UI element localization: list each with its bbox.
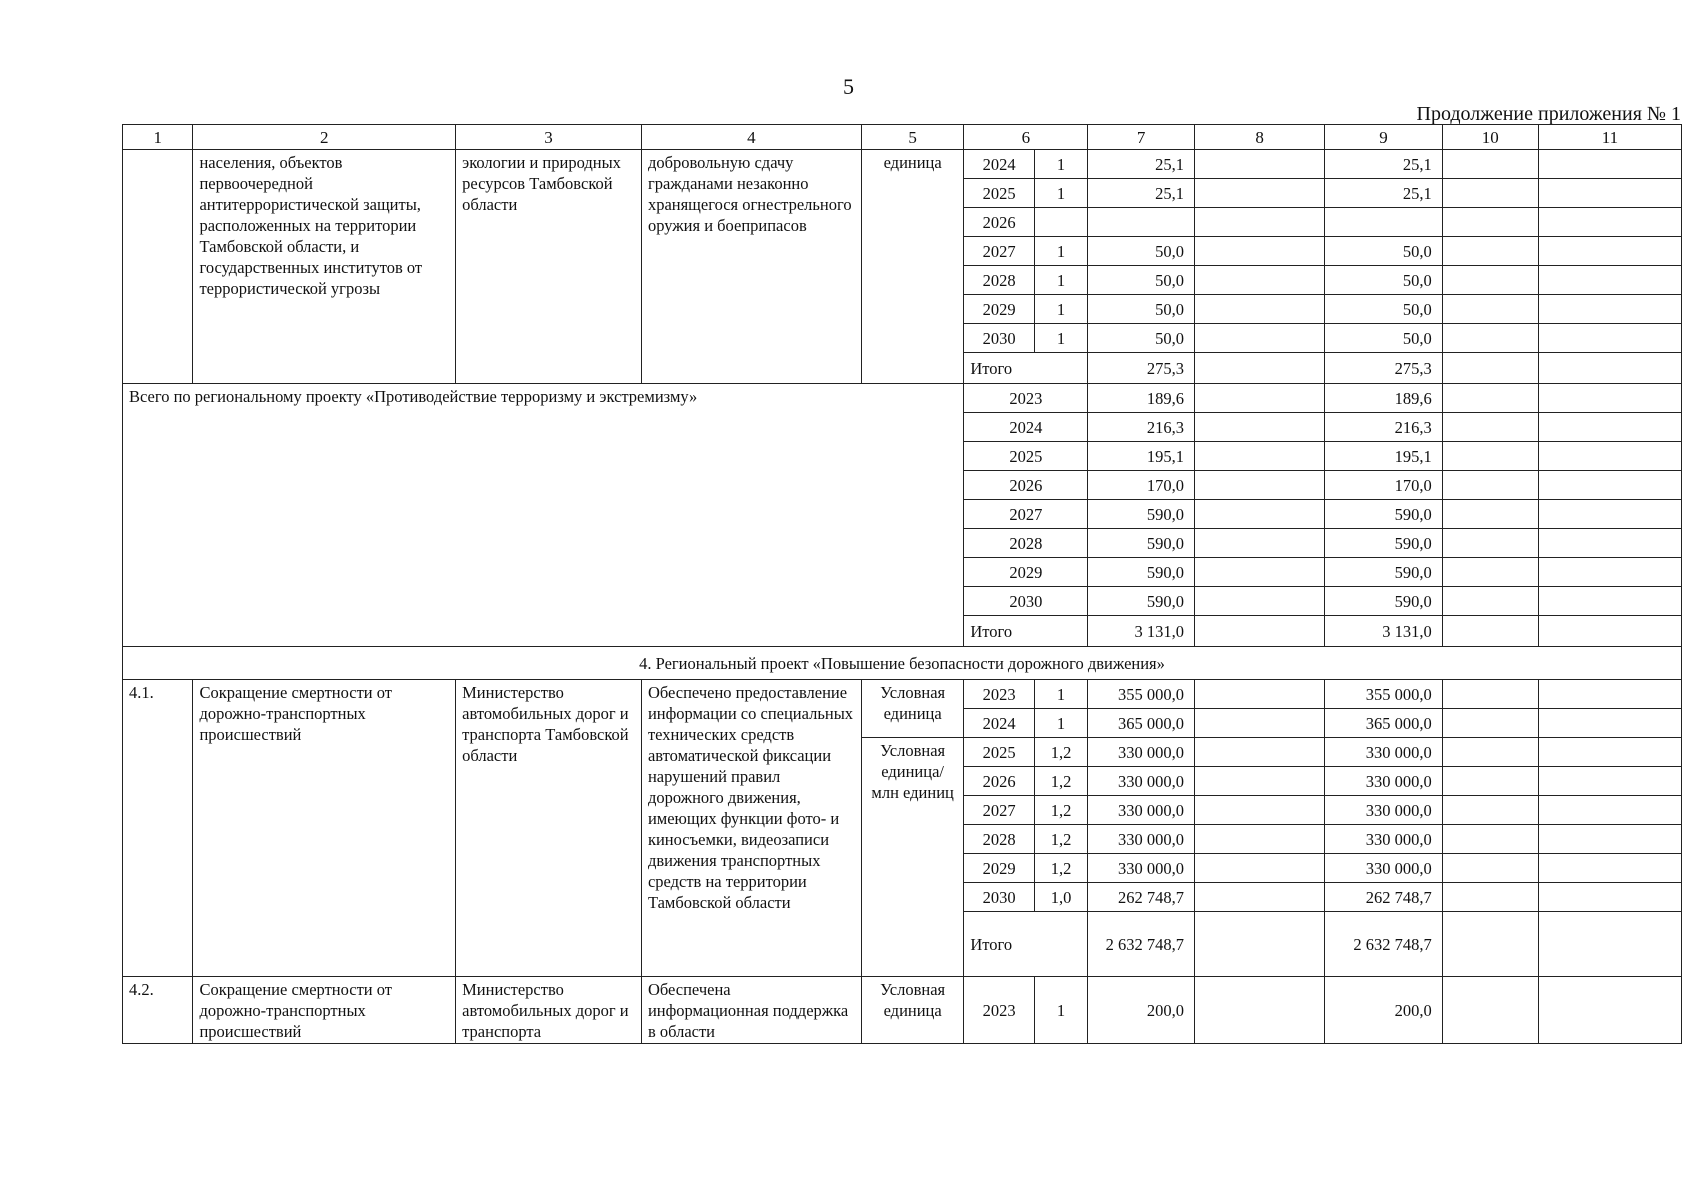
amount-col7-cell: 189,6: [1088, 384, 1195, 413]
col10-cell: [1442, 150, 1538, 179]
year-cell: 2026: [964, 208, 1034, 237]
amount-col8-cell: [1195, 442, 1325, 471]
column-header: 2: [193, 125, 456, 150]
amount-col8-cell: [1195, 883, 1325, 912]
col10-cell: [1442, 854, 1538, 883]
measure-goal-cell: Сокращение смертности от дорожно-транспортных происшествий: [193, 977, 456, 1044]
amount-col9-cell: 50,0: [1325, 324, 1442, 353]
col10-cell: [1442, 587, 1538, 616]
col11-cell: [1538, 558, 1681, 587]
col10-cell: [1442, 442, 1538, 471]
amount-col8-cell: [1195, 709, 1325, 738]
amount-col8-cell: [1195, 825, 1325, 854]
amount-col7-cell: 330 000,0: [1088, 738, 1195, 767]
measure-goal-cell: Сокращение смертности от дорожно-транспортных происшествий: [193, 680, 456, 977]
year-cell: 2024: [964, 413, 1088, 442]
responsible-executor-cell: Министерство автомобильных дорог и транспорта Тамбовской области: [456, 680, 642, 977]
amount-col9-cell: 355 000,0: [1325, 680, 1442, 709]
total-col7-cell: 275,3: [1088, 353, 1195, 384]
amount-col8-cell: [1195, 854, 1325, 883]
amount-col7-cell: 590,0: [1088, 587, 1195, 616]
column-header: 4: [641, 125, 861, 150]
year-cell: 2028: [964, 825, 1034, 854]
year-cell: 2027: [964, 796, 1034, 825]
amount-col8-cell: [1195, 500, 1325, 529]
column-header: 9: [1325, 125, 1442, 150]
amount-col9-cell: 330 000,0: [1325, 767, 1442, 796]
col11-cell: [1538, 977, 1681, 1044]
amount-col9-cell: 590,0: [1325, 500, 1442, 529]
quantity-cell: 1,2: [1034, 825, 1087, 854]
amount-col7-cell: 50,0: [1088, 324, 1195, 353]
amount-col9-cell: 200,0: [1325, 977, 1442, 1044]
amount-col8-cell: [1195, 977, 1325, 1044]
amount-col9-cell: 170,0: [1325, 471, 1442, 500]
amount-col7-cell: 330 000,0: [1088, 796, 1195, 825]
amount-col9-cell: [1325, 208, 1442, 237]
amount-col9-cell: 195,1: [1325, 442, 1442, 471]
amount-col8-cell: [1195, 680, 1325, 709]
quantity-cell: 1,0: [1034, 883, 1087, 912]
total-col9-cell: 2 632 748,7: [1325, 912, 1442, 977]
year-cell: 2028: [964, 529, 1088, 558]
col11-cell: [1538, 529, 1681, 558]
amount-col9-cell: 50,0: [1325, 295, 1442, 324]
col11-cell: [1538, 442, 1681, 471]
column-header: 10: [1442, 125, 1538, 150]
col11-cell: [1538, 237, 1681, 266]
amount-col8-cell: [1195, 295, 1325, 324]
amount-col7-cell: 200,0: [1088, 977, 1195, 1044]
col11-cell: [1538, 854, 1681, 883]
amount-col9-cell: 262 748,7: [1325, 883, 1442, 912]
table-row: [123, 977, 1682, 1044]
col10-cell: [1442, 796, 1538, 825]
amount-col9-cell: 330 000,0: [1325, 825, 1442, 854]
amount-col7-cell: 50,0: [1088, 237, 1195, 266]
year-cell: 2024: [964, 150, 1034, 179]
col11-cell: [1538, 709, 1681, 738]
table-row: [123, 680, 1682, 709]
col10-cell: [1442, 883, 1538, 912]
amount-col8-cell: [1195, 529, 1325, 558]
col11-cell: [1538, 208, 1681, 237]
col11-cell: [1538, 295, 1681, 324]
col10-cell: [1442, 266, 1538, 295]
quantity-cell: 1,2: [1034, 854, 1087, 883]
amount-col7-cell: 262 748,7: [1088, 883, 1195, 912]
amount-col7-cell: [1088, 208, 1195, 237]
quantity-cell: 1: [1034, 680, 1087, 709]
amount-col7-cell: 195,1: [1088, 442, 1195, 471]
amount-col9-cell: 590,0: [1325, 558, 1442, 587]
col10-cell: [1442, 709, 1538, 738]
result-description-cell: Обеспечена информационная поддержка в области: [641, 977, 861, 1044]
col10-cell: [1442, 825, 1538, 854]
section-title: 4. Региональный проект «Повышение безопасности дорожного движения»: [123, 647, 1682, 680]
amount-col9-cell: 50,0: [1325, 237, 1442, 266]
col11-cell: [1538, 680, 1681, 709]
total-col7-cell: 2 632 748,7: [1088, 912, 1195, 977]
responsible-executor-cell: Министерство автомобильных дорог и транспорта: [456, 977, 642, 1044]
col11-cell: [1538, 825, 1681, 854]
col10-cell: [1442, 977, 1538, 1044]
col10-cell: [1442, 208, 1538, 237]
year-cell: 2023: [964, 384, 1088, 413]
col10-cell: [1442, 616, 1538, 647]
amount-col7-cell: 330 000,0: [1088, 854, 1195, 883]
measure-number-cell: 4.2.: [123, 977, 193, 1044]
year-cell: 2029: [964, 854, 1034, 883]
col11-cell: [1538, 616, 1681, 647]
measure-number-cell: [123, 150, 193, 384]
amount-col7-cell: 355 000,0: [1088, 680, 1195, 709]
section-title-row: [123, 647, 1682, 680]
year-cell: 2030: [964, 587, 1088, 616]
amount-col7-cell: 25,1: [1088, 179, 1195, 208]
amount-col8-cell: [1195, 208, 1325, 237]
year-cell: 2025: [964, 442, 1088, 471]
total-col9-cell: 3 131,0: [1325, 616, 1442, 647]
amount-col9-cell: 330 000,0: [1325, 854, 1442, 883]
total-label: Итого: [964, 616, 1088, 647]
amount-col9-cell: 330 000,0: [1325, 738, 1442, 767]
project-total-label: Всего по региональному проекту «Противодействие терроризму и экстремизму»: [123, 384, 964, 647]
year-cell: 2024: [964, 709, 1034, 738]
quantity-cell: 1: [1034, 150, 1087, 179]
table-body: [123, 125, 1682, 1044]
quantity-cell: 1: [1034, 977, 1087, 1044]
measure-number-cell: 4.1.: [123, 680, 193, 977]
total-col8-cell: [1195, 616, 1325, 647]
amount-col8-cell: [1195, 471, 1325, 500]
amount-col7-cell: 365 000,0: [1088, 709, 1195, 738]
amount-col8-cell: [1195, 738, 1325, 767]
col11-cell: [1538, 912, 1681, 977]
quantity-cell: 1: [1034, 709, 1087, 738]
col10-cell: [1442, 237, 1538, 266]
table-row: [123, 150, 1682, 179]
col11-cell: [1538, 587, 1681, 616]
amount-col8-cell: [1195, 179, 1325, 208]
col11-cell: [1538, 796, 1681, 825]
amount-col7-cell: 330 000,0: [1088, 767, 1195, 796]
quantity-cell: [1034, 208, 1087, 237]
year-cell: 2030: [964, 883, 1034, 912]
quantity-cell: 1: [1034, 237, 1087, 266]
quantity-cell: 1: [1034, 324, 1087, 353]
amount-col8-cell: [1195, 796, 1325, 825]
amount-col9-cell: 25,1: [1325, 179, 1442, 208]
amount-col8-cell: [1195, 266, 1325, 295]
amount-col9-cell: 216,3: [1325, 413, 1442, 442]
col11-cell: [1538, 353, 1681, 384]
column-header: 3: [456, 125, 642, 150]
column-header: 6: [964, 125, 1088, 150]
total-col8-cell: [1195, 912, 1325, 977]
amount-col8-cell: [1195, 150, 1325, 179]
col11-cell: [1538, 471, 1681, 500]
result-description-cell: добровольную сдачу гражданами незаконно хранящегося огнестрельного оружия и боеприпасов: [641, 150, 861, 384]
table-row: [123, 384, 1682, 413]
col10-cell: [1442, 179, 1538, 208]
col10-cell: [1442, 353, 1538, 384]
amount-col8-cell: [1195, 767, 1325, 796]
column-header: 5: [861, 125, 964, 150]
amount-col9-cell: 189,6: [1325, 384, 1442, 413]
amount-col9-cell: 590,0: [1325, 529, 1442, 558]
total-col7-cell: 3 131,0: [1088, 616, 1195, 647]
col11-cell: [1538, 738, 1681, 767]
year-cell: 2026: [964, 471, 1088, 500]
year-cell: 2028: [964, 266, 1034, 295]
year-cell: 2025: [964, 179, 1034, 208]
column-header: 11: [1538, 125, 1681, 150]
col11-cell: [1538, 413, 1681, 442]
year-cell: 2027: [964, 237, 1034, 266]
amount-col8-cell: [1195, 587, 1325, 616]
amount-col8-cell: [1195, 324, 1325, 353]
year-cell: 2023: [964, 977, 1034, 1044]
col10-cell: [1442, 413, 1538, 442]
col11-cell: [1538, 324, 1681, 353]
col10-cell: [1442, 384, 1538, 413]
column-number-row: [123, 125, 1682, 150]
unit-cell: единица: [861, 150, 964, 384]
amount-col7-cell: 590,0: [1088, 558, 1195, 587]
column-header: 7: [1088, 125, 1195, 150]
amount-col9-cell: 25,1: [1325, 150, 1442, 179]
continuation-note: Продолжение приложения № 1: [1416, 103, 1681, 125]
quantity-cell: 1,2: [1034, 796, 1087, 825]
measure-goal-cell: населения, объектов первоочередной антитеррористической защиты, расположенных на территории Тамбовской области, и государственных институтов от террористической угрозы: [193, 150, 456, 384]
year-cell: 2029: [964, 295, 1034, 324]
col10-cell: [1442, 558, 1538, 587]
amount-col9-cell: 365 000,0: [1325, 709, 1442, 738]
col10-cell: [1442, 324, 1538, 353]
col10-cell: [1442, 529, 1538, 558]
amount-col7-cell: 170,0: [1088, 471, 1195, 500]
result-description-cell: Обеспечено предоставление информации со специальных технических средств автоматической фиксации нарушений правил дорожного движения, имеющих функции фото- и киносъемки, видеозаписи движения транспортных средств на территории Тамбовской области: [641, 680, 861, 977]
col11-cell: [1538, 150, 1681, 179]
quantity-cell: 1,2: [1034, 738, 1087, 767]
year-cell: 2025: [964, 738, 1034, 767]
amount-col7-cell: 590,0: [1088, 500, 1195, 529]
amount-col7-cell: 50,0: [1088, 295, 1195, 324]
column-header: 1: [123, 125, 193, 150]
amount-col7-cell: 25,1: [1088, 150, 1195, 179]
appendix-table: [122, 124, 1682, 1044]
col11-cell: [1538, 767, 1681, 796]
unit-cell: Условная единица: [861, 680, 964, 738]
year-cell: 2029: [964, 558, 1088, 587]
amount-col8-cell: [1195, 237, 1325, 266]
quantity-cell: 1: [1034, 266, 1087, 295]
col11-cell: [1538, 883, 1681, 912]
amount-col9-cell: 590,0: [1325, 587, 1442, 616]
col11-cell: [1538, 179, 1681, 208]
col10-cell: [1442, 767, 1538, 796]
amount-col7-cell: 330 000,0: [1088, 825, 1195, 854]
col10-cell: [1442, 680, 1538, 709]
page-number: 5: [843, 74, 854, 99]
col10-cell: [1442, 295, 1538, 324]
quantity-cell: 1: [1034, 295, 1087, 324]
unit-cell: Условная единица: [861, 977, 964, 1044]
amount-col7-cell: 50,0: [1088, 266, 1195, 295]
col10-cell: [1442, 738, 1538, 767]
amount-col8-cell: [1195, 558, 1325, 587]
quantity-cell: 1: [1034, 179, 1087, 208]
total-col8-cell: [1195, 353, 1325, 384]
amount-col9-cell: 330 000,0: [1325, 796, 1442, 825]
col10-cell: [1442, 912, 1538, 977]
col10-cell: [1442, 500, 1538, 529]
amount-col9-cell: 50,0: [1325, 266, 1442, 295]
col11-cell: [1538, 500, 1681, 529]
year-cell: 2026: [964, 767, 1034, 796]
col11-cell: [1538, 384, 1681, 413]
amount-col8-cell: [1195, 384, 1325, 413]
total-col9-cell: 275,3: [1325, 353, 1442, 384]
total-label: Итого: [964, 912, 1088, 977]
amount-col8-cell: [1195, 413, 1325, 442]
unit-cell: Условная единица/ млн единиц: [861, 738, 964, 977]
col10-cell: [1442, 471, 1538, 500]
quantity-cell: 1,2: [1034, 767, 1087, 796]
responsible-executor-cell: экологии и природных ресурсов Тамбовской области: [456, 150, 642, 384]
year-cell: 2030: [964, 324, 1034, 353]
total-label: Итого: [964, 353, 1088, 384]
amount-col7-cell: 590,0: [1088, 529, 1195, 558]
amount-col7-cell: 216,3: [1088, 413, 1195, 442]
column-header: 8: [1195, 125, 1325, 150]
col11-cell: [1538, 266, 1681, 295]
year-cell: 2023: [964, 680, 1034, 709]
year-cell: 2027: [964, 500, 1088, 529]
